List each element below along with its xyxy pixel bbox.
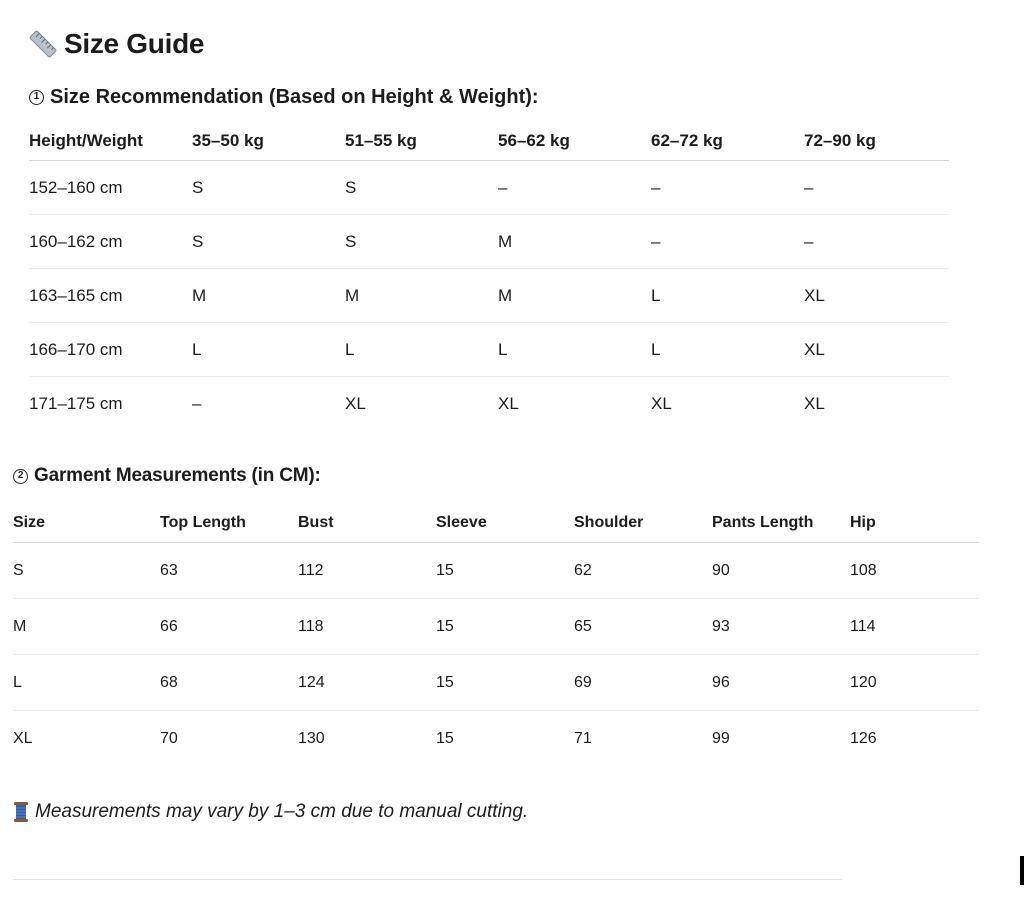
table-cell: S — [192, 215, 345, 269]
edge-marker — [1020, 856, 1024, 885]
table-cell: – — [651, 161, 804, 215]
column-header: 62–72 kg — [651, 122, 804, 161]
page-title-text: Size Guide — [64, 28, 205, 59]
table-cell: M — [345, 269, 498, 323]
table-cell: 71 — [574, 729, 592, 747]
table-cell: 160–162 cm — [29, 215, 192, 269]
circled-number-two-icon: 2 — [13, 469, 28, 484]
column-header: 35–50 kg — [192, 122, 345, 161]
table-cell: 70 — [160, 729, 178, 747]
table-cell: M — [13, 599, 160, 655]
table-cell: 62 — [574, 543, 712, 599]
table-cell: 118 — [298, 599, 436, 655]
table-cell: – — [192, 393, 202, 413]
table-cell: 15 — [436, 655, 574, 711]
table-cell: 63 — [160, 543, 298, 599]
table-cell: S — [13, 543, 160, 599]
table-cell: – — [498, 161, 651, 215]
table-cell: 124 — [298, 655, 436, 711]
table-row — [13, 543, 979, 599]
table-cell: S — [192, 161, 345, 215]
table-cell: 126 — [850, 729, 877, 747]
table-row — [29, 161, 949, 215]
table-header-row — [29, 122, 949, 161]
size-recommendation-table — [29, 122, 949, 430]
table-cell: 15 — [436, 543, 574, 599]
table-cell: – — [651, 215, 804, 269]
table-cell: XL — [804, 393, 825, 413]
table-cell: 65 — [574, 599, 712, 655]
table-row — [29, 269, 949, 323]
page-title — [28, 26, 204, 62]
table-cell: L — [13, 655, 160, 711]
column-header: Bust — [298, 504, 436, 543]
table-cell: 99 — [712, 729, 730, 747]
table-cell: 15 — [436, 729, 454, 747]
column-header: Size — [13, 504, 160, 543]
table-cell: 163–165 cm — [29, 269, 192, 323]
table-cell: 120 — [850, 655, 979, 711]
table-cell: 130 — [298, 729, 325, 747]
table-cell: L — [345, 323, 498, 377]
column-header: Height/Weight — [29, 122, 192, 161]
size-recommendation-heading — [29, 84, 539, 110]
garment-measurements-heading — [13, 463, 321, 489]
column-header: 56–62 kg — [498, 122, 651, 161]
table-row — [13, 599, 979, 655]
table-cell: 68 — [160, 655, 298, 711]
table-row — [29, 323, 949, 377]
size-recommendation-heading-text: Size Recommendation (Based on Height & Weight): — [50, 86, 539, 108]
table-cell: L — [651, 269, 804, 323]
table-header-row — [13, 504, 979, 543]
table-cell: M — [498, 269, 651, 323]
circled-number-one-icon: 1 — [29, 90, 44, 105]
column-header: 51–55 kg — [345, 122, 498, 161]
table-cell: M — [192, 269, 345, 323]
table-cell: 90 — [712, 543, 850, 599]
table-cell: 15 — [436, 599, 574, 655]
column-header: Hip — [850, 504, 979, 543]
ruler-icon — [28, 29, 58, 59]
table-cell: L — [192, 323, 345, 377]
table-row — [13, 655, 979, 711]
thread-spool-icon — [13, 801, 29, 823]
column-header: Sleeve — [436, 504, 574, 543]
measurement-note — [13, 799, 528, 825]
table-row — [29, 215, 949, 269]
table-cell: XL — [651, 393, 672, 413]
table-cell: 93 — [712, 599, 850, 655]
column-header: Shoulder — [574, 504, 712, 543]
table-cell: 166–170 cm — [29, 323, 192, 377]
table-cell: 96 — [712, 655, 850, 711]
divider — [13, 879, 842, 880]
table-cell: S — [345, 215, 498, 269]
table-cell: XL — [498, 393, 519, 413]
table-cell: – — [804, 161, 949, 215]
table-cell: 152–160 cm — [29, 161, 192, 215]
table-cell: M — [498, 215, 651, 269]
table-cell: 69 — [574, 655, 712, 711]
table-cell: XL — [804, 323, 949, 377]
table-cell: XL — [13, 729, 33, 747]
measurement-note-text: Measurements may vary by 1–3 cm due to manual cutting. — [35, 801, 529, 822]
table-cell: 171–175 cm — [29, 393, 123, 413]
table-cell: 112 — [298, 543, 436, 599]
table-row — [29, 377, 949, 431]
column-header: Top Length — [160, 504, 298, 543]
table-cell: S — [345, 161, 498, 215]
table-cell: 108 — [850, 543, 979, 599]
garment-measurements-table — [13, 504, 979, 766]
table-cell: L — [498, 323, 651, 377]
table-cell: XL — [345, 393, 366, 413]
table-cell: 66 — [160, 599, 298, 655]
garment-measurements-heading-text: Garment Measurements (in CM): — [34, 465, 321, 486]
table-cell: XL — [804, 269, 949, 323]
table-cell: L — [651, 323, 804, 377]
table-cell: – — [804, 215, 949, 269]
column-header: Pants Length — [712, 504, 850, 543]
table-row — [13, 711, 979, 767]
table-cell: 114 — [850, 599, 979, 655]
column-header: 72–90 kg — [804, 122, 949, 161]
